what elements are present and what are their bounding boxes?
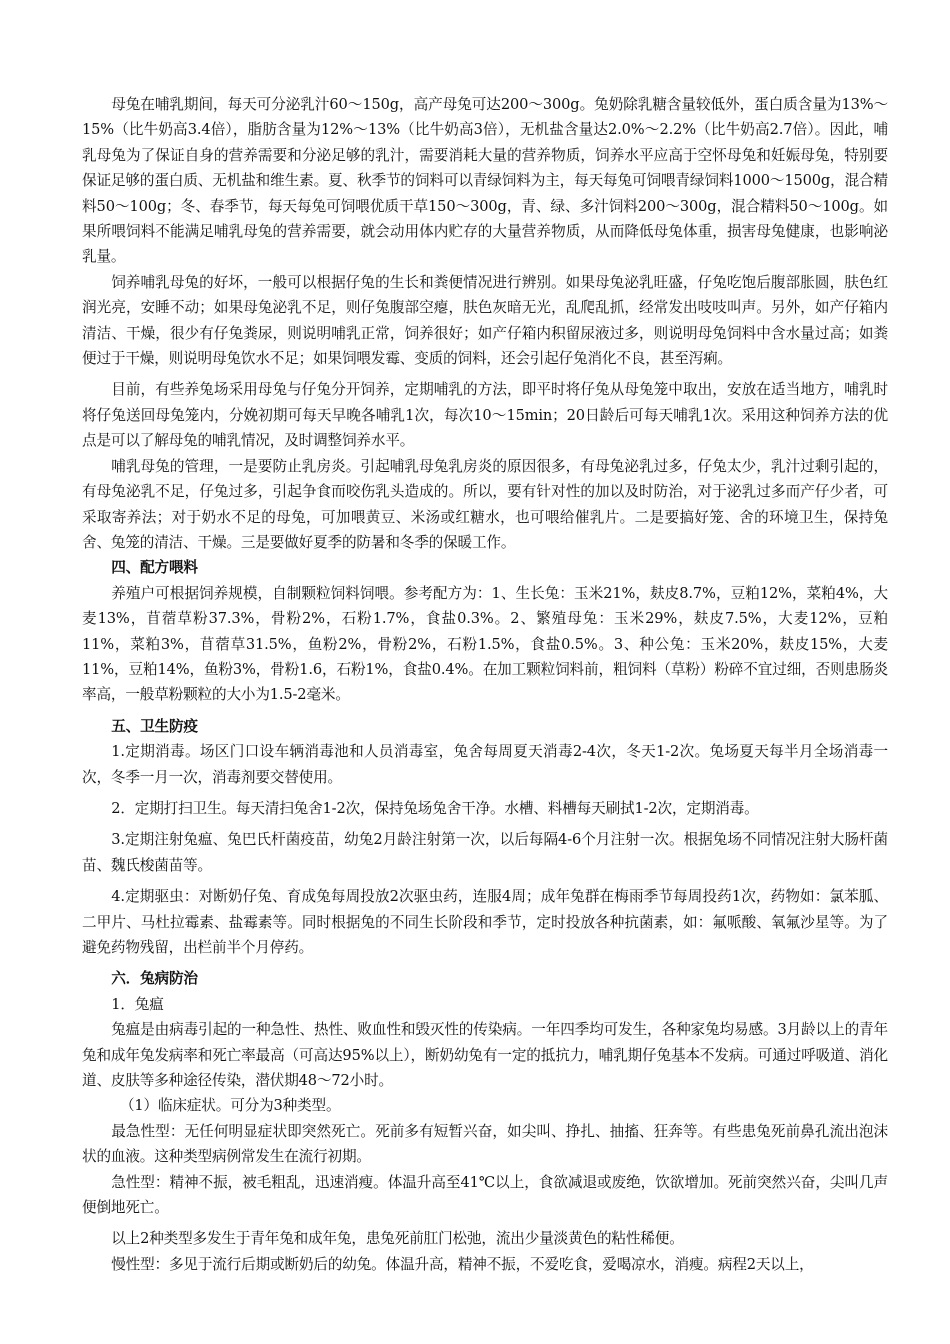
section-heading-feed-formula: 四、配方喂料 <box>111 559 198 577</box>
subheading-rabbit-plague: 1．兔瘟 <box>111 995 164 1013</box>
paragraph-lactation-judgement: 饲养哺乳母兔的好坏，一般可以根据仔兔的生长和粪便情况进行辨别。如果母兔泌乳旺盛，仔兔吃饱后腹部胀圆，肤色红润光亮，安睡不动；如果母兔泌乳不足，则仔兔腹部空瘪，肤色灰暗无光，乱爬乱抓，经常发出吱吱叫声。另外，如产仔箱内清洁、干燥，很少有仔兔粪尿，则说明哺乳正常，饲养很好；如产仔箱内积留尿液过多，则说明母兔饲料中含水量过高；如粪便过于干燥，则说明母兔饮水不足；如果饲喂发霉、变质的饲料，还会引起仔兔消化不良，甚至泻痢。 <box>82 273 888 368</box>
paragraph-lactation-milk: 母兔在哺乳期间，每天可分泌乳汁60～150g，高产母兔可达200～300g。兔奶除乳糖含量较低外，蛋白质含量为13%～15%（比牛奶高3.4倍），脂肪含量为12%～13%（比牛奶高3倍），无机盐含量达2.0%～2.2%（比牛奶高2.7倍）。因此，哺乳母兔为了保证自身的营养需要和分泌足够的乳汁，需要消耗大量的营养物质，饲养水平应高于空怀母兔和妊娠母兔，特别要保证足够的蛋白质、无机盐和维生素。夏、秋季节的饲料可以青绿饲料为主，每天每兔可饲喂青绿饲料1000～1500g，混合精料50～100g；冬、春季节，每天每兔可饲喂优质干草150～300g，青、绿、多汁饲料200～300g，混合精料50～100g。如果所喂饲料不能满足哺乳母兔的营养需要，就会动用体内贮存的大量营养物质，从而降低母兔体重，损害母兔健康，也影响泌乳量。 <box>82 96 888 266</box>
section-heading-hygiene: 五、卫生防疫 <box>111 717 198 735</box>
paragraph-disinfection: 1.定期消毒。场区门口设车辆消毒池和人员消毒室，兔舍每周夏天消毒2-4次，冬天1-2次。兔场夏天每半月全场消毒一次，冬季一月一次，消毒剂要交替使用。 <box>82 743 888 786</box>
paragraph-chronic-type: 慢性型：多见于流行后期或断奶后的幼兔。体温升高，精神不振，不爱吃食，爱喝凉水，消瘦。病程2天以上， <box>111 1255 814 1273</box>
paragraph-peracute-type: 最急性型：无任何明显症状即突然死亡。死前多有短暂兴奋，如尖叫、挣扎、抽搐、狂奔等。有些患兔死前鼻孔流出泡沫状的血液。这种类型病例常发生在流行初期。 <box>82 1122 888 1166</box>
paragraph-separate-feeding: 目前，有些养兔场采用母兔与仔兔分开饲养，定期哺乳的方法，即平时将仔兔从母兔笼中取出，安放在适当地方，哺乳时将仔兔送回母兔笼内，分娩初期可每天早晚各哺乳1次，每次10～15min；20日龄后可每天哺乳1次。采用这种饲养方法的优点是可以了解母兔的哺乳情况，及时调整饲养水平。 <box>82 381 888 450</box>
paragraph-clinical-symptoms: （1）临床症状。可分为3种类型。 <box>119 1097 341 1115</box>
paragraph-feed-formula: 养殖户可根据饲养规模，自制颗粒饲料饲喂。参考配方为：1、生长兔：玉米21%，麸皮8.7%，豆粕12%，菜粕4%，大麦13%，苜蓿草粉37.3%，骨粉2%，石粉1.7%，食盐0.3%。2、繁殖母兔：玉米29%，麸皮7.5%，大麦12%，豆粕11%，菜粕3%，苜蓿草31.5%，鱼粉2%，骨粉2%，石粉1.5%，食盐0.5%。3、种公兔：玉米20%，麸皮15%，大麦11%，豆粕14%，鱼粉3%，骨粉1.6，石粉1%，食盐0.4%。在加工颗粒饲料前，粗饲料（草粉）粉碎不宜过细，否则患肠炎率高，一般草粉颗粒的大小为1.5-2毫米。 <box>82 584 888 704</box>
paragraph-acute-type: 急性型：精神不振，被毛粗乱，迅速消瘦。体温升高至41℃以上，食欲减退或废绝，饮欲增加。死前突然兴奋，尖叫几声便倒地死亡。 <box>82 1173 888 1217</box>
paragraph-deworming: 4.定期驱虫：对断奶仔兔、育成兔每周投放2次驱虫药，连服4周；成年兔群在梅雨季节每周投药1次，药物如：氯苯胍、二甲片、马杜拉霉素、盐霉素等。同时根据兔的不同生长阶段和季节，定时投放各种抗菌素，如：氟哌酸、氧氟沙星等。为了避免药物残留，出栏前半个月停药。 <box>82 888 888 956</box>
paragraph-types-note: 以上2种类型多发生于青年兔和成年兔，患兔死前肛门松弛，流出少量淡黄色的粘性稀便。 <box>111 1230 684 1248</box>
paragraph-rabbit-plague-intro: 兔瘟是由病毒引起的一种急性、热性、败血性和毁灭性的传染病。一年四季均可发生，各种家兔均易感。3月龄以上的青年兔和成年兔发病率和死亡率最高（可高达95%以上），断奶幼兔有一定的抵抗力，哺乳期仔兔基本不发病。可通过呼吸道、消化道、皮肤等多种途径传染，潜伏期48～72小时。 <box>82 1021 888 1090</box>
paragraph-cleaning: 2．定期打扫卫生。每天清扫兔舍1-2次，保持兔场兔舍干净。水槽、料槽每天刷拭1-2次，定期消毒。 <box>111 799 759 817</box>
paragraph-lactation-management: 哺乳母兔的管理，一是要防止乳房炎。引起哺乳母兔乳房炎的原因很多，有母兔泌乳过多，仔兔太少，乳汁过剩引起的，有母兔泌乳不足，仔兔过多，引起争食而咬伤乳头造成的。所以，要有针对性的加以及时防治，对于泌乳过多而产仔少者，可采取寄养法；对于奶水不足的母兔，可加喂黄豆、米汤或红糖水，也可喂给催乳片。二是要搞好笼、舍的环境卫生，保持兔舍、兔笼的清洁、干燥。三是要做好夏季的防暑和冬季的保暖工作。 <box>82 457 888 551</box>
section-heading-disease-control: 六．兔病防治 <box>111 970 198 988</box>
paragraph-vaccination: 3.定期注射兔瘟、兔巴氏杆菌疫苗，幼兔2月龄注射第一次，以后每隔4-6个月注射一次。根据兔场不同情况注射大肠杆菌苗、魏氏梭菌苗等。 <box>82 831 888 874</box>
